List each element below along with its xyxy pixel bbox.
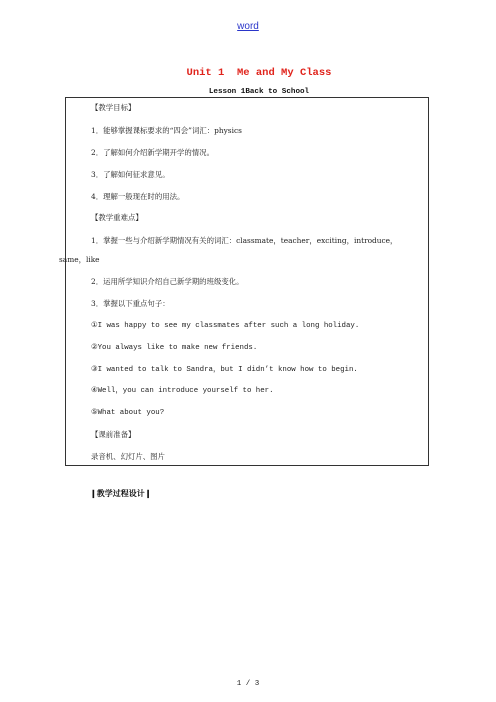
- document-title: Unit 1 Me and My Class: [186, 67, 332, 79]
- key-point-item-3: 3．掌握以下重点句子：: [91, 299, 170, 308]
- section-heading-process: ❙教学过程设计❙: [90, 488, 152, 498]
- key-sentence-2: ②You always like to make new friends.: [91, 344, 258, 352]
- objective-item-2: 2．了解如何介绍新学期开学的情况。: [91, 148, 214, 157]
- document-subtitle: Lesson 1Back to School: [208, 88, 310, 96]
- key-sentence-1: ①I was happy to see my classmates after such a long holiday.: [91, 322, 360, 330]
- header-link[interactable]: word: [237, 21, 259, 32]
- key-sentence-3: ③I wanted to talk to Sandra，but I didn’t know how to begin.: [91, 366, 358, 374]
- key-point-item-2: 2．运用所学知识介绍自己新学期的班级变化。: [91, 277, 244, 286]
- objective-item-3: 3．了解如何征求意见。: [91, 170, 170, 179]
- key-point-item-1: 1．掌握一些与介绍新学期情况有关的词汇：classmate，teacher，exciting，introduce，: [91, 236, 398, 245]
- objectives-heading: 【教学目标】: [91, 103, 136, 112]
- page-number: 1 / 3: [236, 680, 260, 688]
- preparation-heading: 【课前准备】: [91, 430, 136, 439]
- key-sentence-5: ⑤What about you?: [91, 409, 165, 417]
- key-points-heading: 【教学重难点】: [91, 213, 143, 222]
- lesson-info-box: [59, 97, 429, 466]
- key-point-item-1-cont: same，like: [59, 255, 100, 264]
- objective-item-1: 1．能够掌握课标要求的“四会”词汇：physics: [91, 126, 242, 135]
- preparation-items: 录音机、幻灯片、图片: [91, 452, 165, 461]
- key-sentence-4: ④Well，you can introduce yourself to her.: [91, 387, 274, 395]
- objective-item-4: 4．理解一般现在时的用法。: [91, 192, 185, 201]
